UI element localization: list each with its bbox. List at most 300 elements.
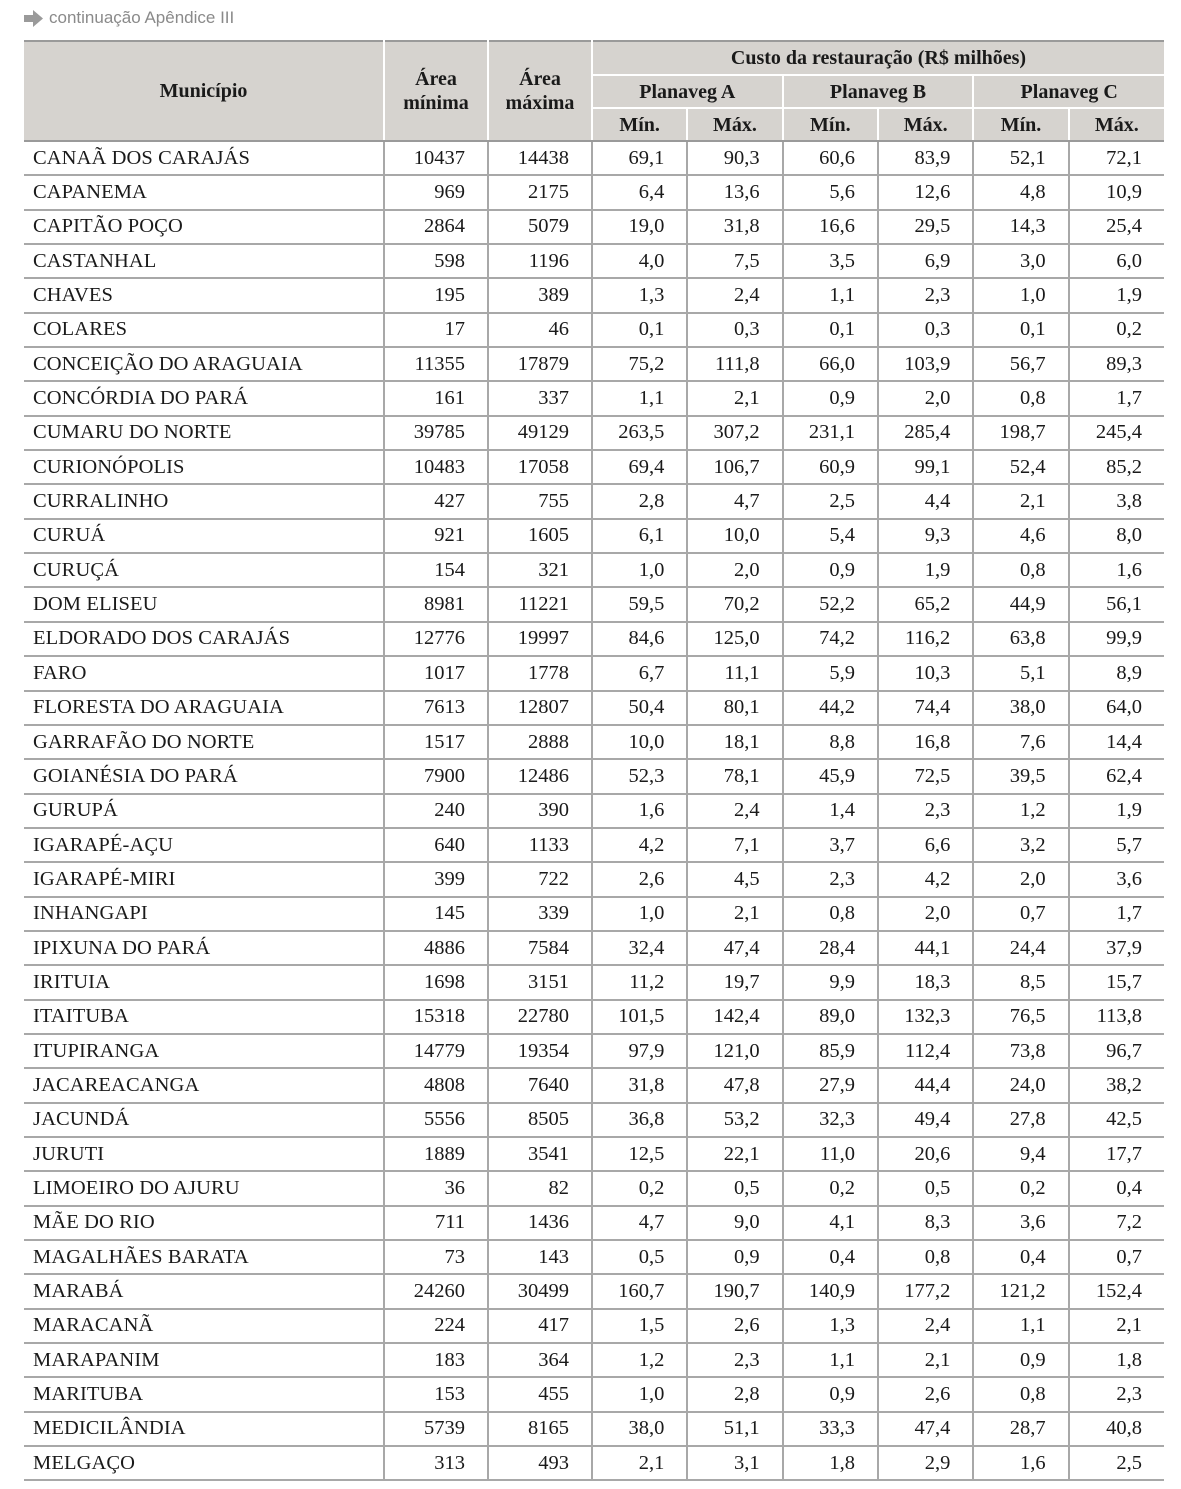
cell-planaveg-b-min: 140,9 [783, 1274, 878, 1308]
cell-area-minima: 12776 [384, 622, 488, 656]
cell-municipio: MARACANÃ [24, 1309, 384, 1343]
table-row [24, 553, 1164, 587]
cell-planaveg-c-min: 0,8 [973, 381, 1068, 415]
cell-planaveg-a-min: 160,7 [592, 1274, 687, 1308]
cell-planaveg-a-max: 2,1 [687, 381, 782, 415]
cell-planaveg-b-max: 116,2 [878, 622, 973, 656]
table-row [24, 313, 1164, 347]
table-row [24, 519, 1164, 553]
continuation-note [24, 5, 234, 31]
cell-planaveg-a-max: 2,6 [687, 1309, 782, 1343]
cell-planaveg-b-min: 0,1 [783, 313, 878, 347]
cell-area-maxima: 1605 [488, 519, 592, 553]
cell-municipio: IGARAPÉ-AÇU [24, 828, 384, 862]
cell-planaveg-b-max: 2,3 [878, 794, 973, 828]
cell-planaveg-b-max: 285,4 [878, 416, 973, 450]
cell-area-maxima: 2888 [488, 725, 592, 759]
cell-planaveg-a-max: 13,6 [687, 175, 782, 209]
table-row [24, 1343, 1164, 1377]
cell-area-minima: 2864 [384, 210, 488, 244]
table-row [24, 691, 1164, 725]
cell-planaveg-a-max: 4,5 [687, 862, 782, 896]
table-row [24, 1240, 1164, 1274]
cell-planaveg-a-max: 51,1 [687, 1412, 782, 1446]
cell-planaveg-a-max: 78,1 [687, 759, 782, 793]
cell-planaveg-c-min: 8,5 [973, 965, 1068, 999]
cell-planaveg-b-min: 66,0 [783, 347, 878, 381]
cell-planaveg-b-max: 177,2 [878, 1274, 973, 1308]
cell-planaveg-c-max: 7,2 [1069, 1206, 1164, 1240]
cell-planaveg-b-min: 1,1 [783, 1343, 878, 1377]
cell-municipio: ITUPIRANGA [24, 1034, 384, 1068]
table-row [24, 1412, 1164, 1446]
cell-municipio: CUMARU DO NORTE [24, 416, 384, 450]
cell-area-maxima: 1778 [488, 656, 592, 690]
cell-planaveg-b-min: 74,2 [783, 622, 878, 656]
table-body [24, 141, 1164, 1480]
cell-planaveg-c-min: 24,0 [973, 1068, 1068, 1102]
cell-planaveg-c-max: 85,2 [1069, 450, 1164, 484]
cell-planaveg-a-min: 1,0 [592, 1377, 687, 1411]
cell-area-maxima: 17058 [488, 450, 592, 484]
header-area-minima: Área mínima [384, 41, 488, 141]
cell-area-maxima: 12807 [488, 691, 592, 725]
table-row [24, 1446, 1164, 1480]
header-min: Mín. [592, 108, 687, 141]
cell-planaveg-a-max: 47,4 [687, 931, 782, 965]
cell-planaveg-a-min: 4,2 [592, 828, 687, 862]
cell-planaveg-b-min: 44,2 [783, 691, 878, 725]
cell-planaveg-b-min: 27,9 [783, 1068, 878, 1102]
cell-planaveg-b-max: 2,9 [878, 1446, 973, 1480]
cell-planaveg-c-min: 3,2 [973, 828, 1068, 862]
cell-planaveg-c-max: 10,9 [1069, 175, 1164, 209]
cell-planaveg-a-max: 10,0 [687, 519, 782, 553]
cell-planaveg-c-max: 8,9 [1069, 656, 1164, 690]
cell-planaveg-c-min: 52,4 [973, 450, 1068, 484]
cell-municipio: IGARAPÉ-MIRI [24, 862, 384, 896]
cell-planaveg-c-max: 1,7 [1069, 381, 1164, 415]
cell-planaveg-a-max: 307,2 [687, 416, 782, 450]
table-row [24, 1377, 1164, 1411]
cell-area-maxima: 390 [488, 794, 592, 828]
cell-planaveg-a-min: 1,1 [592, 381, 687, 415]
cell-planaveg-b-min: 32,3 [783, 1103, 878, 1137]
cell-planaveg-a-min: 12,5 [592, 1137, 687, 1171]
cell-area-maxima: 417 [488, 1309, 592, 1343]
cell-planaveg-b-min: 0,9 [783, 553, 878, 587]
table-row [24, 1206, 1164, 1240]
cell-planaveg-a-min: 101,5 [592, 1000, 687, 1034]
header-min: Mín. [783, 108, 878, 141]
cell-planaveg-a-max: 106,7 [687, 450, 782, 484]
cell-planaveg-c-min: 198,7 [973, 416, 1068, 450]
cell-municipio: COLARES [24, 313, 384, 347]
cell-planaveg-b-min: 4,1 [783, 1206, 878, 1240]
cell-planaveg-c-max: 38,2 [1069, 1068, 1164, 1102]
cell-area-maxima: 49129 [488, 416, 592, 450]
cell-area-maxima: 5079 [488, 210, 592, 244]
cell-municipio: IRITUIA [24, 965, 384, 999]
cell-area-maxima: 46 [488, 313, 592, 347]
cell-planaveg-a-min: 75,2 [592, 347, 687, 381]
continuation-label: continuação Apêndice III [49, 8, 235, 27]
cell-municipio: MAGALHÃES BARATA [24, 1240, 384, 1274]
cell-planaveg-a-min: 19,0 [592, 210, 687, 244]
cell-planaveg-b-min: 231,1 [783, 416, 878, 450]
cell-planaveg-a-max: 2,1 [687, 897, 782, 931]
cell-municipio: CURUÁ [24, 519, 384, 553]
cell-area-minima: 1698 [384, 965, 488, 999]
cell-planaveg-a-max: 7,5 [687, 244, 782, 278]
table-row [24, 210, 1164, 244]
header-municipio: Município [24, 41, 384, 141]
cell-area-minima: 195 [384, 278, 488, 312]
cell-municipio: CANAÃ DOS CARAJÁS [24, 141, 384, 175]
cell-municipio: FARO [24, 656, 384, 690]
table-row [24, 244, 1164, 278]
cell-planaveg-b-min: 45,9 [783, 759, 878, 793]
cell-planaveg-c-min: 56,7 [973, 347, 1068, 381]
cell-area-minima: 73 [384, 1240, 488, 1274]
cell-planaveg-b-min: 0,9 [783, 381, 878, 415]
cell-planaveg-a-min: 69,1 [592, 141, 687, 175]
cell-planaveg-b-max: 112,4 [878, 1034, 973, 1068]
cell-area-minima: 153 [384, 1377, 488, 1411]
cell-planaveg-b-max: 9,3 [878, 519, 973, 553]
cell-municipio: CURIONÓPOLIS [24, 450, 384, 484]
table-row [24, 347, 1164, 381]
cell-planaveg-c-max: 8,0 [1069, 519, 1164, 553]
cell-area-maxima: 8165 [488, 1412, 592, 1446]
cell-planaveg-a-max: 18,1 [687, 725, 782, 759]
cell-planaveg-c-min: 73,8 [973, 1034, 1068, 1068]
cell-municipio: CONCÓRDIA DO PARÁ [24, 381, 384, 415]
cell-planaveg-b-max: 1,9 [878, 553, 973, 587]
header-max: Máx. [1069, 108, 1164, 141]
cell-planaveg-a-max: 2,0 [687, 553, 782, 587]
cell-planaveg-c-max: 15,7 [1069, 965, 1164, 999]
cell-planaveg-a-min: 36,8 [592, 1103, 687, 1137]
cell-planaveg-c-min: 1,6 [973, 1446, 1068, 1480]
cell-planaveg-c-min: 2,0 [973, 862, 1068, 896]
cell-planaveg-b-min: 89,0 [783, 1000, 878, 1034]
cell-planaveg-c-max: 0,7 [1069, 1240, 1164, 1274]
cell-planaveg-a-min: 6,4 [592, 175, 687, 209]
cell-area-maxima: 755 [488, 484, 592, 518]
cell-planaveg-c-min: 44,9 [973, 587, 1068, 621]
cell-area-maxima: 11221 [488, 587, 592, 621]
cell-planaveg-c-min: 63,8 [973, 622, 1068, 656]
cell-planaveg-c-max: 1,9 [1069, 278, 1164, 312]
cell-planaveg-c-min: 3,0 [973, 244, 1068, 278]
cell-planaveg-a-max: 0,9 [687, 1240, 782, 1274]
cell-planaveg-b-min: 3,7 [783, 828, 878, 862]
cell-municipio: GOIANÉSIA DO PARÁ [24, 759, 384, 793]
cell-area-minima: 39785 [384, 416, 488, 450]
cell-planaveg-b-max: 0,3 [878, 313, 973, 347]
cell-municipio: ELDORADO DOS CARAJÁS [24, 622, 384, 656]
cell-planaveg-b-min: 60,9 [783, 450, 878, 484]
cell-planaveg-a-max: 2,4 [687, 794, 782, 828]
cell-planaveg-b-max: 0,8 [878, 1240, 973, 1274]
cell-municipio: FLORESTA DO ARAGUAIA [24, 691, 384, 725]
header-max: Máx. [878, 108, 973, 141]
table-row [24, 828, 1164, 862]
cell-planaveg-a-min: 52,3 [592, 759, 687, 793]
cell-planaveg-a-min: 6,7 [592, 656, 687, 690]
cell-area-minima: 313 [384, 1446, 488, 1480]
table-row [24, 622, 1164, 656]
cell-planaveg-b-min: 85,9 [783, 1034, 878, 1068]
cell-planaveg-c-min: 14,3 [973, 210, 1068, 244]
cell-planaveg-a-max: 70,2 [687, 587, 782, 621]
cell-planaveg-c-max: 25,4 [1069, 210, 1164, 244]
cell-municipio: MARABÁ [24, 1274, 384, 1308]
cell-planaveg-b-min: 8,8 [783, 725, 878, 759]
cell-planaveg-c-max: 6,0 [1069, 244, 1164, 278]
cell-area-maxima: 3541 [488, 1137, 592, 1171]
cell-planaveg-a-min: 0,5 [592, 1240, 687, 1274]
cell-planaveg-a-max: 0,3 [687, 313, 782, 347]
cell-planaveg-c-min: 0,7 [973, 897, 1068, 931]
cell-planaveg-c-min: 0,8 [973, 1377, 1068, 1411]
cell-planaveg-a-max: 0,5 [687, 1171, 782, 1205]
cell-planaveg-c-min: 121,2 [973, 1274, 1068, 1308]
cell-planaveg-c-max: 17,7 [1069, 1137, 1164, 1171]
table-row [24, 1171, 1164, 1205]
cell-area-minima: 1889 [384, 1137, 488, 1171]
cell-area-minima: 224 [384, 1309, 488, 1343]
cell-planaveg-c-max: 64,0 [1069, 691, 1164, 725]
cell-planaveg-b-min: 0,9 [783, 1377, 878, 1411]
cell-planaveg-a-min: 4,7 [592, 1206, 687, 1240]
cell-planaveg-c-max: 1,7 [1069, 897, 1164, 931]
cell-municipio: ITAITUBA [24, 1000, 384, 1034]
cell-planaveg-b-max: 44,4 [878, 1068, 973, 1102]
cell-area-maxima: 143 [488, 1240, 592, 1274]
cell-planaveg-b-max: 6,9 [878, 244, 973, 278]
table-row [24, 141, 1164, 175]
cell-area-minima: 154 [384, 553, 488, 587]
cell-planaveg-b-max: 6,6 [878, 828, 973, 862]
cell-municipio: GURUPÁ [24, 794, 384, 828]
cell-planaveg-a-min: 69,4 [592, 450, 687, 484]
cell-municipio: JURUTI [24, 1137, 384, 1171]
cell-planaveg-a-max: 53,2 [687, 1103, 782, 1137]
cell-area-minima: 4808 [384, 1068, 488, 1102]
cell-municipio: MÃE DO RIO [24, 1206, 384, 1240]
cell-planaveg-b-min: 1,4 [783, 794, 878, 828]
cell-planaveg-c-max: 96,7 [1069, 1034, 1164, 1068]
cell-planaveg-c-min: 7,6 [973, 725, 1068, 759]
cell-planaveg-b-min: 0,8 [783, 897, 878, 931]
header-planaveg-c: Planaveg C [973, 75, 1164, 108]
cell-area-minima: 24260 [384, 1274, 488, 1308]
table-row [24, 897, 1164, 931]
cell-planaveg-b-max: 132,3 [878, 1000, 973, 1034]
table-row [24, 759, 1164, 793]
cell-area-maxima: 1133 [488, 828, 592, 862]
cell-planaveg-b-max: 4,4 [878, 484, 973, 518]
cell-planaveg-b-max: 20,6 [878, 1137, 973, 1171]
cell-municipio: MEDICILÂNDIA [24, 1412, 384, 1446]
cell-area-maxima: 339 [488, 897, 592, 931]
cell-planaveg-b-max: 12,6 [878, 175, 973, 209]
cell-area-minima: 17 [384, 313, 488, 347]
cell-municipio: LIMOEIRO DO AJURU [24, 1171, 384, 1205]
cell-planaveg-a-min: 1,6 [592, 794, 687, 828]
cell-planaveg-a-min: 84,6 [592, 622, 687, 656]
cell-municipio: CAPITÃO POÇO [24, 210, 384, 244]
cell-planaveg-b-max: 44,1 [878, 931, 973, 965]
cell-area-maxima: 493 [488, 1446, 592, 1480]
cell-planaveg-b-min: 5,6 [783, 175, 878, 209]
cell-planaveg-a-min: 263,5 [592, 416, 687, 450]
cell-planaveg-a-min: 1,2 [592, 1343, 687, 1377]
cell-planaveg-c-max: 42,5 [1069, 1103, 1164, 1137]
cell-planaveg-b-max: 74,4 [878, 691, 973, 725]
cell-planaveg-c-max: 1,6 [1069, 553, 1164, 587]
cell-planaveg-c-max: 3,8 [1069, 484, 1164, 518]
table-row [24, 1000, 1164, 1034]
cell-planaveg-a-max: 11,1 [687, 656, 782, 690]
cell-planaveg-b-min: 5,4 [783, 519, 878, 553]
table-row [24, 862, 1164, 896]
cell-planaveg-c-min: 76,5 [973, 1000, 1068, 1034]
cell-area-minima: 5556 [384, 1103, 488, 1137]
cell-planaveg-b-max: 10,3 [878, 656, 973, 690]
table-row [24, 1103, 1164, 1137]
cell-planaveg-b-max: 18,3 [878, 965, 973, 999]
cell-planaveg-c-max: 40,8 [1069, 1412, 1164, 1446]
cell-planaveg-b-max: 0,5 [878, 1171, 973, 1205]
table-row [24, 450, 1164, 484]
header-planaveg-a: Planaveg A [592, 75, 783, 108]
cell-municipio: CURUÇÁ [24, 553, 384, 587]
cell-planaveg-b-min: 1,3 [783, 1309, 878, 1343]
header-min: Mín. [973, 108, 1068, 141]
cell-planaveg-b-min: 1,1 [783, 278, 878, 312]
cell-planaveg-c-min: 4,6 [973, 519, 1068, 553]
table-row [24, 381, 1164, 415]
cell-area-minima: 7613 [384, 691, 488, 725]
cell-planaveg-a-min: 2,1 [592, 1446, 687, 1480]
cell-planaveg-b-min: 11,0 [783, 1137, 878, 1171]
cell-area-minima: 145 [384, 897, 488, 931]
cell-planaveg-c-min: 1,0 [973, 278, 1068, 312]
cell-planaveg-b-max: 2,0 [878, 381, 973, 415]
cell-planaveg-b-max: 2,4 [878, 1309, 973, 1343]
cell-area-minima: 399 [384, 862, 488, 896]
cell-planaveg-b-min: 3,5 [783, 244, 878, 278]
cell-area-maxima: 3151 [488, 965, 592, 999]
cell-planaveg-a-min: 59,5 [592, 587, 687, 621]
cell-planaveg-b-max: 29,5 [878, 210, 973, 244]
cell-planaveg-c-max: 152,4 [1069, 1274, 1164, 1308]
cell-planaveg-c-max: 5,7 [1069, 828, 1164, 862]
table-row [24, 1309, 1164, 1343]
cell-area-minima: 183 [384, 1343, 488, 1377]
cell-planaveg-b-max: 47,4 [878, 1412, 973, 1446]
cell-planaveg-a-min: 0,2 [592, 1171, 687, 1205]
cell-planaveg-b-max: 2,1 [878, 1343, 973, 1377]
cell-planaveg-c-min: 0,8 [973, 553, 1068, 587]
cell-planaveg-a-min: 1,3 [592, 278, 687, 312]
table-row [24, 1137, 1164, 1171]
cell-planaveg-c-max: 113,8 [1069, 1000, 1164, 1034]
cell-planaveg-a-max: 47,8 [687, 1068, 782, 1102]
cell-planaveg-c-min: 3,6 [973, 1206, 1068, 1240]
cell-planaveg-a-min: 10,0 [592, 725, 687, 759]
cell-planaveg-b-min: 2,3 [783, 862, 878, 896]
cell-planaveg-b-max: 103,9 [878, 347, 973, 381]
cell-planaveg-c-max: 3,6 [1069, 862, 1164, 896]
cell-municipio: MARITUBA [24, 1377, 384, 1411]
cell-municipio: CASTANHAL [24, 244, 384, 278]
cell-planaveg-a-max: 2,8 [687, 1377, 782, 1411]
cell-planaveg-c-max: 2,3 [1069, 1377, 1164, 1411]
cell-area-minima: 1017 [384, 656, 488, 690]
cell-area-maxima: 22780 [488, 1000, 592, 1034]
cell-planaveg-c-min: 0,4 [973, 1240, 1068, 1274]
restoration-cost-table [24, 40, 1164, 1481]
cell-area-minima: 15318 [384, 1000, 488, 1034]
cell-planaveg-a-min: 50,4 [592, 691, 687, 725]
cell-area-minima: 11355 [384, 347, 488, 381]
cell-planaveg-c-min: 1,2 [973, 794, 1068, 828]
cell-area-minima: 5739 [384, 1412, 488, 1446]
cell-planaveg-a-max: 3,1 [687, 1446, 782, 1480]
cell-area-maxima: 19354 [488, 1034, 592, 1068]
cell-planaveg-c-min: 5,1 [973, 656, 1068, 690]
cell-planaveg-a-max: 22,1 [687, 1137, 782, 1171]
cell-planaveg-a-min: 31,8 [592, 1068, 687, 1102]
cell-planaveg-c-max: 14,4 [1069, 725, 1164, 759]
cell-planaveg-c-max: 245,4 [1069, 416, 1164, 450]
cell-planaveg-a-max: 2,4 [687, 278, 782, 312]
cell-planaveg-a-max: 111,8 [687, 347, 782, 381]
cell-planaveg-c-min: 2,1 [973, 484, 1068, 518]
cell-area-minima: 1517 [384, 725, 488, 759]
cell-area-minima: 161 [384, 381, 488, 415]
header-custo-restauracao: Custo da restauração (R$ milhões) [592, 41, 1164, 75]
cell-area-minima: 10437 [384, 141, 488, 175]
cell-planaveg-c-min: 27,8 [973, 1103, 1068, 1137]
cell-planaveg-c-min: 1,1 [973, 1309, 1068, 1343]
cell-planaveg-c-max: 99,9 [1069, 622, 1164, 656]
cell-planaveg-c-max: 0,4 [1069, 1171, 1164, 1205]
cell-planaveg-c-min: 39,5 [973, 759, 1068, 793]
table-row [24, 484, 1164, 518]
cell-planaveg-a-min: 6,1 [592, 519, 687, 553]
cell-area-minima: 640 [384, 828, 488, 862]
cell-planaveg-a-max: 90,3 [687, 141, 782, 175]
cell-area-minima: 427 [384, 484, 488, 518]
cell-municipio: MARAPANIM [24, 1343, 384, 1377]
cell-area-maxima: 7640 [488, 1068, 592, 1102]
cell-planaveg-c-min: 0,9 [973, 1343, 1068, 1377]
cell-planaveg-b-max: 2,6 [878, 1377, 973, 1411]
cell-planaveg-c-min: 24,4 [973, 931, 1068, 965]
table-row [24, 725, 1164, 759]
cell-planaveg-a-max: 2,3 [687, 1343, 782, 1377]
cell-planaveg-b-max: 16,8 [878, 725, 973, 759]
header-area-maxima: Área máxima [488, 41, 592, 141]
cell-planaveg-a-max: 7,1 [687, 828, 782, 862]
table-row [24, 1274, 1164, 1308]
cell-planaveg-c-max: 2,5 [1069, 1446, 1164, 1480]
